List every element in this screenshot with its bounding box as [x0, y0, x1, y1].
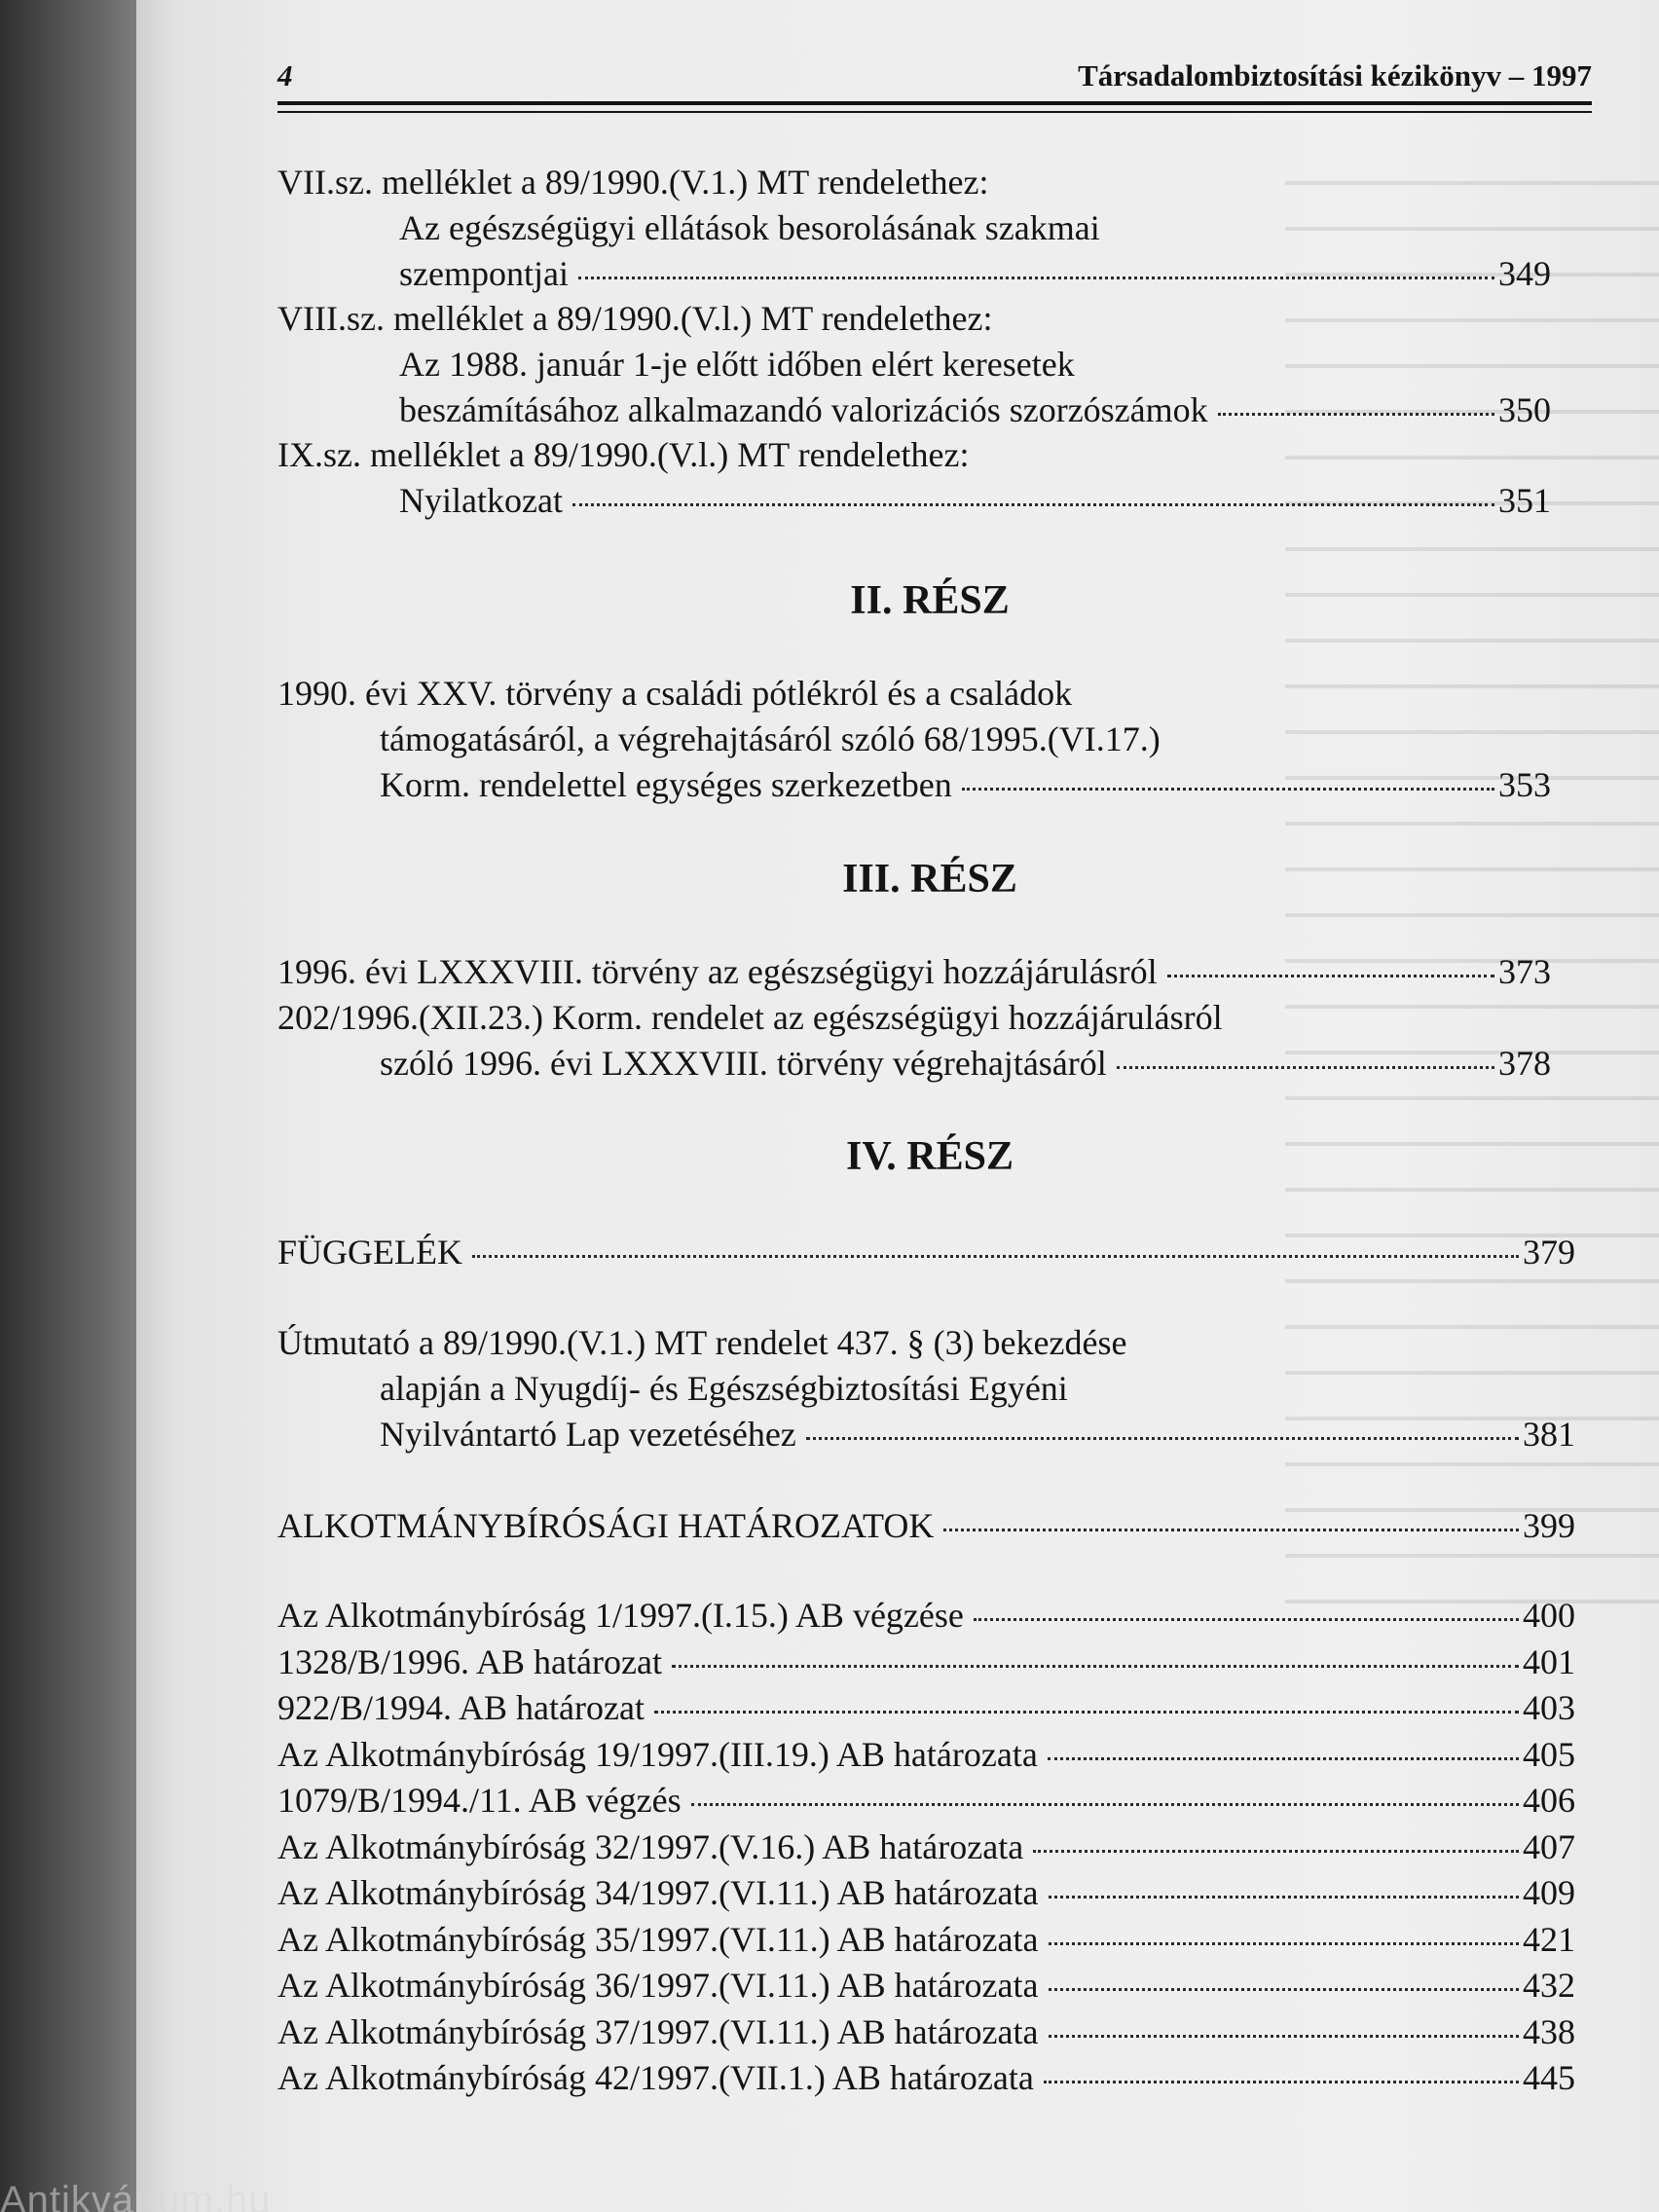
toc-entry-title: Az Alkotmánybíróság 37/1997.(VI.11.) AB határozata [277, 2012, 1039, 2051]
toc-entry [399, 252, 1551, 295]
dot-leader [1048, 1757, 1519, 1760]
toc-entry-title: Az Alkotmánybíróság 34/1997.(VI.11.) AB határozata [277, 1873, 1039, 1912]
toc-entry-line: Az 1988. január 1-je előtt időben elért keresetek [399, 345, 1075, 384]
toc-entry-page: 409 [1523, 1873, 1575, 1912]
dot-leader [472, 1255, 1519, 1258]
toc-entry-page: 350 [1498, 390, 1551, 429]
toc-entry [277, 950, 1551, 993]
toc-entry-title: ALKOTMÁNYBÍRÓSÁGI HATÁROZATOK [277, 1506, 935, 1545]
dot-leader [572, 503, 1494, 506]
book-title: Társadalombiztosítási kézikönyv – 1997 [1078, 58, 1592, 92]
toc-entry [277, 1825, 1575, 1868]
toc-entry-page: 401 [1523, 1642, 1575, 1681]
toc-entry-page: 432 [1523, 1966, 1575, 2005]
toc-entry-title: beszámításához alkalmazandó valorizációs szorzószámok [399, 390, 1208, 429]
dot-leader [654, 1711, 1519, 1714]
toc-entry [380, 1413, 1575, 1456]
toc-entry-title: Nyilatkozat [399, 481, 563, 520]
dot-leader [1049, 1896, 1520, 1899]
toc-entry [380, 763, 1551, 806]
dot-leader [1049, 2035, 1520, 2038]
dot-leader [962, 788, 1494, 791]
toc-entry [399, 388, 1551, 431]
toc-entry-heading: IX.sz. melléklet a 89/1990.(V.l.) MT rendelethez: [277, 435, 970, 474]
toc-entry-line: támogatásáról, a végrehajtásáról szóló 68/1995.(VI.17.) [380, 719, 1161, 758]
toc-entry [277, 1733, 1575, 1776]
part-heading: IV. RÉSZ [846, 1134, 1014, 1179]
page-number: 4 [277, 58, 293, 92]
dot-leader [1117, 1066, 1494, 1069]
dot-leader [806, 1437, 1519, 1440]
toc-entry-line: Útmutató a 89/1990.(V.1.) MT rendelet 437. § (3) bekezdése [277, 1323, 1127, 1362]
dot-leader [1044, 2081, 1519, 2083]
dot-leader [974, 1618, 1519, 1621]
toc-entry-line: 202/1996.(XII.23.) Korm. rendelet az egészségügyi hozzájárulásról [277, 998, 1223, 1037]
toc-entry [277, 1871, 1575, 1914]
toc-entry-title: Nyilvántartó Lap vezetéséhez [380, 1415, 796, 1454]
header-rule-thick [277, 101, 1592, 105]
toc-entry [277, 1918, 1575, 1961]
toc-entry-page: 405 [1523, 1735, 1575, 1774]
toc-entry-heading: VIII.sz. melléklet a 89/1990.(V.l.) MT rendelethez: [277, 299, 993, 338]
toc-entry [277, 2056, 1575, 2099]
dot-leader [578, 276, 1494, 279]
dot-leader [691, 1803, 1519, 1806]
toc-entry-title: Az Alkotmánybíróság 19/1997.(III.19.) AB határozata [277, 1735, 1038, 1774]
toc-entry-title: Az Alkotmánybíróság 36/1997.(VI.11.) AB határozata [277, 1966, 1039, 2005]
toc-entry-page: 379 [1523, 1233, 1575, 1272]
toc-entry-title: 1328/B/1996. AB határozat [277, 1642, 662, 1681]
toc-entry-title: 922/B/1994. AB határozat [277, 1688, 645, 1727]
toc-entry-page: 421 [1523, 1920, 1575, 1959]
toc-entry [277, 1686, 1575, 1729]
toc-entry-title: szóló 1996. évi LXXXVIII. törvény végrehajtásáról [380, 1044, 1107, 1083]
toc-entry [277, 1231, 1575, 1273]
toc-entry-title: 1079/B/1994./11. AB végzés [277, 1781, 682, 1820]
toc-entry-page: 378 [1498, 1044, 1551, 1083]
part-heading: II. RÉSZ [850, 578, 1010, 623]
running-header [277, 58, 1592, 97]
toc-entry-title: FÜGGELÉK [277, 1233, 462, 1272]
toc-entry-title: szempontjai [399, 254, 569, 293]
toc-entry-page: 399 [1523, 1506, 1575, 1545]
dot-leader [1049, 1942, 1520, 1945]
toc-entry-title: Az Alkotmánybíróság 32/1997.(V.16.) AB határozata [277, 1827, 1024, 1866]
toc-entry [399, 479, 1551, 522]
dot-leader [943, 1529, 1519, 1531]
toc-entry-line: 1990. évi XXV. törvény a családi pótlékról és a családok [277, 674, 1073, 713]
toc-entry-page: 373 [1498, 952, 1551, 991]
dot-leader [1167, 975, 1494, 977]
toc-entry-page: 407 [1523, 1827, 1575, 1866]
toc-entry [277, 1504, 1575, 1547]
watermark: Antikvárium.hu [0, 2179, 272, 2212]
dot-leader [1033, 1850, 1519, 1853]
dot-leader [1049, 1988, 1520, 1991]
toc-entry [380, 1042, 1551, 1085]
toc-entry-page: 438 [1523, 2012, 1575, 2051]
toc-entry-title: 1996. évi LXXXVIII. törvény az egészségügyi hozzájárulásról [277, 952, 1158, 991]
toc-entry [277, 1779, 1575, 1822]
toc-entry-heading: VII.sz. melléklet a 89/1990.(V.1.) MT rendelethez: [277, 163, 989, 202]
toc-entry-page: 349 [1498, 254, 1551, 293]
toc-entry-page: 351 [1498, 481, 1551, 520]
toc-entry [277, 1594, 1575, 1637]
toc-entry-page: 445 [1523, 2058, 1575, 2097]
toc-entry-page: 403 [1523, 1688, 1575, 1727]
toc-entry-title: Az Alkotmánybíróság 35/1997.(VI.11.) AB határozata [277, 1920, 1039, 1959]
toc-entry-title: Az Alkotmánybíróság 1/1997.(I.15.) AB végzése [277, 1596, 964, 1635]
toc-entry-title: Az Alkotmánybíróság 42/1997.(VII.1.) AB határozata [277, 2058, 1034, 2097]
toc-entry [277, 1964, 1575, 2007]
toc-entry-page: 400 [1523, 1596, 1575, 1635]
book-page [136, 0, 1659, 2212]
toc-entry-title: Korm. rendelettel egységes szerkezetben [380, 765, 952, 804]
toc-entry [277, 2010, 1575, 2053]
header-rule-thin [277, 111, 1592, 113]
dot-leader [672, 1665, 1519, 1668]
toc-entry-page: 406 [1523, 1781, 1575, 1820]
toc-entry-line: Az egészségügyi ellátások besorolásának szakmai [399, 208, 1100, 247]
toc-entry-line: alapján a Nyugdíj- és Egészségbiztosítási Egyéni [380, 1369, 1068, 1408]
toc-entry-page: 353 [1498, 765, 1551, 804]
part-heading: III. RÉSZ [842, 857, 1017, 902]
toc-entry-page: 381 [1523, 1415, 1575, 1454]
toc-entry [277, 1641, 1575, 1683]
dot-leader [1218, 413, 1494, 416]
